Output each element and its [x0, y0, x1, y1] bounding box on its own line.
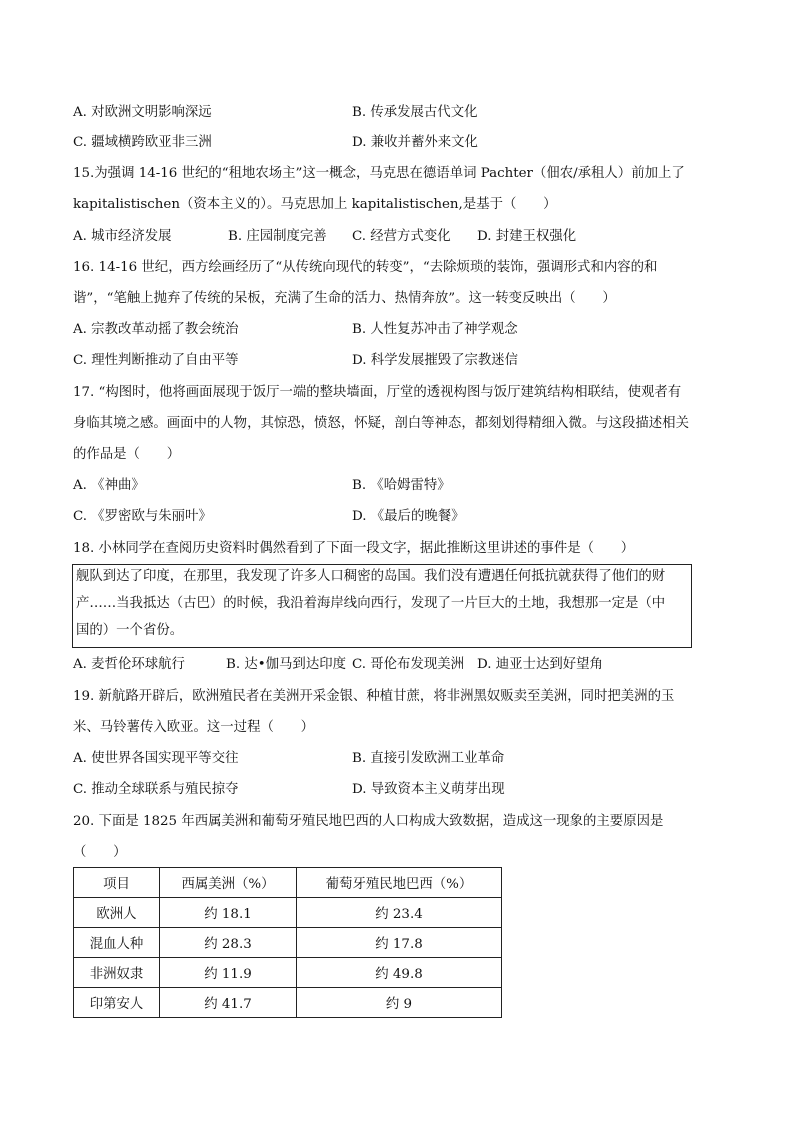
- table-row: [74, 988, 502, 1018]
- table-cell: 印第安人: [74, 988, 160, 1018]
- q18-option-c: C. 哥伦布发现美洲: [352, 657, 465, 672]
- table-cell: 约 9: [297, 988, 502, 1018]
- table-cell: 约 11.9: [160, 958, 297, 988]
- q19-stem-line2: 米、马铃薯传入欧亚。这一过程（ ）: [73, 720, 315, 735]
- q17-option-a: A. 《神曲》: [73, 478, 145, 493]
- q14-option-d: D. 兼收并蓄外来文化: [352, 135, 478, 150]
- q17-option-b: B. 《哈姆雷特》: [352, 478, 451, 493]
- table-row: [74, 898, 502, 928]
- q15-option-a: A. 城市经济发展: [73, 229, 172, 244]
- q14-option-c: C. 疆域横跨欧亚非三洲: [73, 135, 212, 150]
- q19-option-a: A. 使世界各国实现平等交往: [73, 751, 239, 766]
- q17-option-d: D. 《最后的晚餐》: [352, 509, 465, 524]
- q15-option-b: B. 庄园制度完善: [228, 229, 327, 244]
- q17-stem-line2: 身临其境之感。画面中的人物，其惊恐，愤怒，怀疑，剖白等神态，都刻划得精细入微。与这段描述相关: [73, 416, 689, 431]
- q18-passage-line3: 国的）一个省份。: [76, 623, 184, 638]
- q15-option-d: D. 封建王权强化: [477, 229, 577, 244]
- q19-option-d: D. 导致资本主义萌芽出现: [352, 782, 505, 797]
- q16-option-b: B. 人性复苏冲击了神学观念: [352, 322, 518, 337]
- q18-option-a: A. 麦哲伦环球航行: [73, 657, 185, 672]
- q18-option-b: B. 达•伽马到达印度: [226, 657, 346, 672]
- q17-stem-line3: 的作品是（ ）: [73, 447, 181, 462]
- q18-options: [73, 655, 603, 675]
- q18-stem: 18. 小林同学在查阅历史资料时偶然看到了下面一段文字，据此推断这里讲述的事件是（ ）: [73, 541, 635, 556]
- q15-stem-line1: 15.为强调 14-16 世纪的“租地农场主”这一概念，马克思在德语单词 Pachter（佃农/承租人）前加上了: [73, 166, 685, 181]
- q17-option-c: C. 《罗密欧与朱丽叶》: [73, 509, 212, 524]
- table-header-cell: 葡萄牙殖民地巴西（%）: [297, 868, 502, 898]
- q20-stem-line1: 20. 下面是 1825 年西属美洲和葡萄牙殖民地巴西的人口构成大致数据，造成这一现象的主要原因是: [73, 814, 664, 829]
- table-row: [74, 958, 502, 988]
- table-header-row: [74, 868, 502, 898]
- q16-option-d: D. 科学发展摧毁了宗教迷信: [352, 353, 519, 368]
- table-cell: 约 17.8: [297, 928, 502, 958]
- table-row: [74, 928, 502, 958]
- q18-passage-line1: 舰队到达了印度，在那里，我发现了许多人口稠密的岛国。我们没有遭遇任何抵抗就获得了他们的财: [76, 569, 666, 584]
- q18-passage-line2: 产……当我抵达（古巴）的时候，我沿着海岸线向西行，发现了一片巨大的土地，我想那一定是（中: [76, 596, 666, 611]
- table-cell: 约 49.8: [297, 958, 502, 988]
- table-cell: 约 18.1: [160, 898, 297, 928]
- table-cell: 约 23.4: [297, 898, 502, 928]
- q15-option-c: C. 经营方式变化: [352, 229, 451, 244]
- table-cell: 约 28.3: [160, 928, 297, 958]
- q14-option-b: B. 传承发展古代文化: [352, 105, 478, 120]
- q18-option-d: D. 迪亚士达到好望角: [477, 657, 603, 672]
- q20-stem-line2: （ ）: [73, 845, 127, 860]
- table-cell: 约 41.7: [160, 988, 297, 1018]
- q14-option-a: A. 对欧洲文明影响深远: [73, 105, 212, 120]
- q16-option-a: A. 宗教改革动摇了教会统治: [73, 322, 239, 337]
- q19-option-b: B. 直接引发欧洲工业革命: [352, 751, 505, 766]
- table-header-cell: 西属美洲（%）: [160, 868, 297, 898]
- table-cell: 非洲奴隶: [74, 958, 160, 988]
- q19-option-c: C. 推动全球联系与殖民掠夺: [73, 782, 239, 797]
- population-table: [73, 867, 502, 1018]
- q15-options: [73, 227, 576, 247]
- q16-stem-line2: 谐”，“笔触上抛弃了传统的呆板，充满了生命的活力、热情奔放”。这一转变反映出（ ）: [73, 291, 616, 306]
- table-cell: 混血人种: [74, 928, 160, 958]
- q17-stem-line1: 17. “构图时，他将画面展现于饭厅一端的整块墙面，厅堂的透视构图与饭厅建筑结构相联结，使观者有: [73, 385, 682, 400]
- q16-stem-line1: 16. 14-16 世纪，西方绘画经历了“从传统向现代的转变”，“去除烦琐的装饰，强调形式和内容的和: [73, 260, 658, 275]
- table-header-cell: 项目: [74, 868, 160, 898]
- table-cell: 欧洲人: [74, 898, 160, 928]
- q19-stem-line1: 19. 新航路开辟后，欧洲殖民者在美洲开采金银、种植甘蔗，将非洲黑奴贩卖至美洲，同时把美洲的玉: [73, 689, 675, 704]
- q15-stem-line2: kapitalistischen（资本主义的）。马克思加上 kapitalistischen,是基于（ ）: [73, 197, 557, 212]
- q16-option-c: C. 理性判断推动了自由平等: [73, 353, 239, 368]
- q18-source-passage-box: [72, 564, 692, 648]
